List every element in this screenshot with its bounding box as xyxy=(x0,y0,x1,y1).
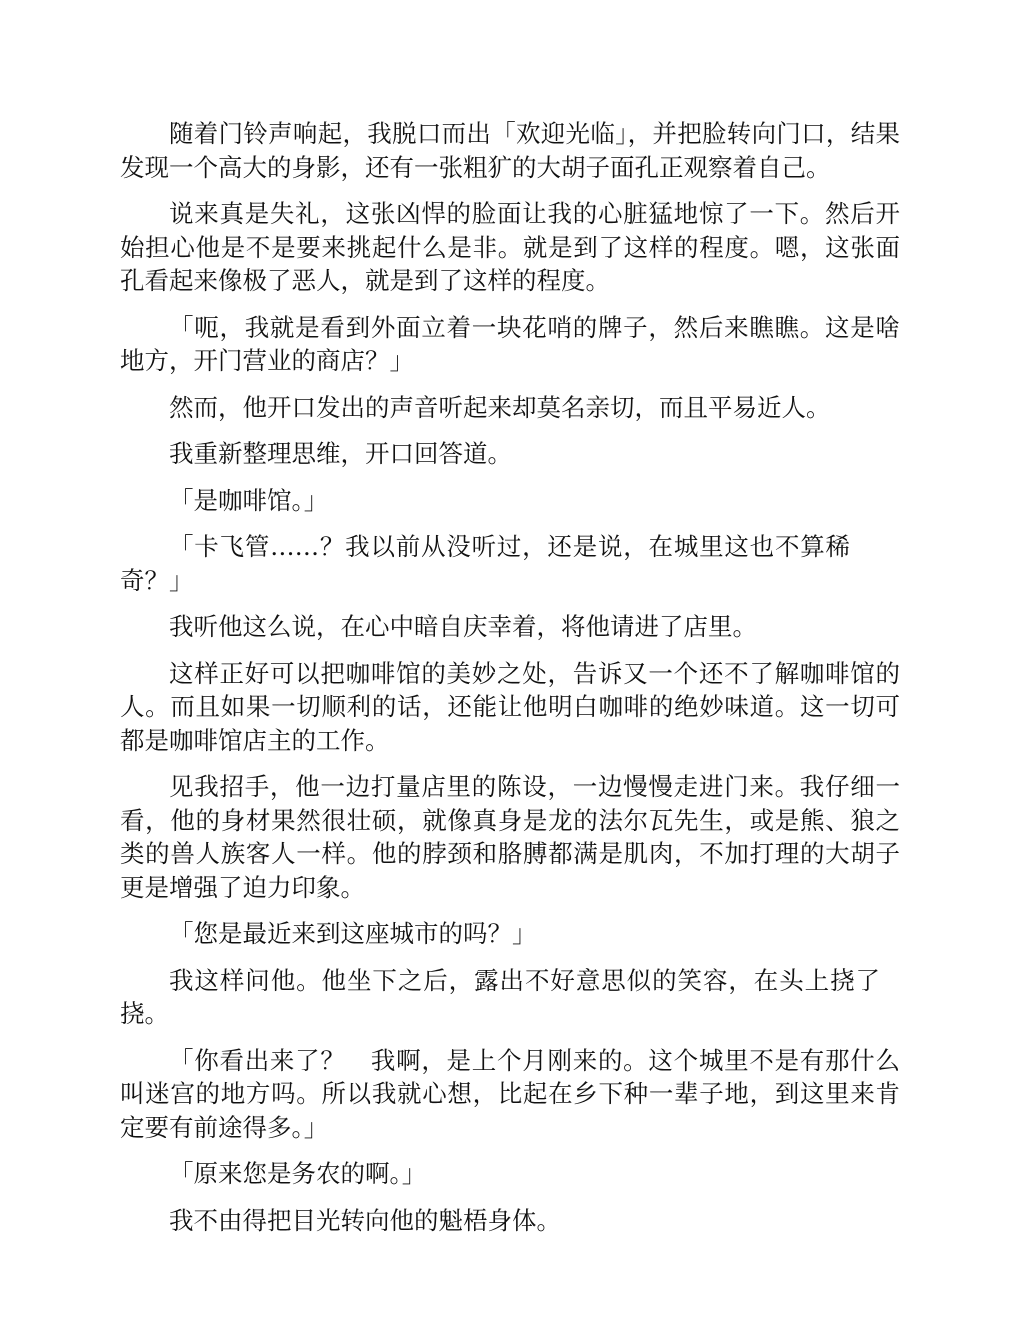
paragraph-4: 然而，他开口发出的声音听起来却莫名亲切，而且平易近人。 xyxy=(169,392,831,422)
paragraph-1: 随着门铃声响起，我脱口而出「欢迎光临」，并把脸转向门口，结果发现一个高大的身影，还有一张粗犷的大胡子面孔正观察着自己。 xyxy=(120,119,900,182)
paragraph-10: 见我招手，他一边打量店里的陈设，一边慢慢走进门来。我仔细一看，他的身材果然很壮硕，就像真身是龙的法尔瓦先生，或是熊、狼之类的兽人族客人一样。他的脖颈和胳膊都满是肌肉，不加打理的大胡子更是增强了迫力印象。 xyxy=(120,772,900,902)
paragraph-11: 「您是最近来到这座城市的吗？」 xyxy=(169,919,537,948)
paragraph-9: 这样正好可以把咖啡馆的美妙之处，告诉又一个还不了解咖啡馆的人。而且如果一切顺利的话，还能让他明白咖啡的绝妙味道。这一切可都是咖啡馆店主的工作。 xyxy=(120,658,900,755)
paragraph-14: 「原来您是务农的啊。」 xyxy=(169,1159,427,1188)
paragraph-5: 我重新整理思维，开口回答道。 xyxy=(169,439,512,468)
document-page xyxy=(120,117,900,1250)
paragraph-12: 我这样问他。他坐下之后，露出不好意思似的笑容，在头上挠了挠。 xyxy=(120,965,880,1028)
paragraph-6: 「是咖啡馆。」 xyxy=(169,485,329,515)
paragraph-7: 「卡飞管……？我以前从没听过，还是说，在城里这也不算稀奇？」 xyxy=(120,532,850,595)
paragraph-3: 「呃，我就是看到外面立着一块花哨的牌子，然后来瞧瞧。这是啥地方，开门营业的商店？」 xyxy=(120,312,900,375)
paragraph-15: 我不由得把目光转向他的魁梧身体。 xyxy=(169,1205,561,1235)
paragraph-2: 说来真是失礼，这张凶悍的脸面让我的心脏猛地惊了一下。然后开始担心他是不是要来挑起什么是非。就是到了这样的程度。嗯，这张面孔看起来像极了恶人，就是到了这样的程度。 xyxy=(120,199,900,295)
paragraph-8: 我听他这么说，在心中暗自庆幸着，将他请进了店里。 xyxy=(169,612,757,641)
paragraph-13: 「你看出来了？ 我啊，是上个月刚来的。这个城里不是有那什么叫迷宫的地方吗。所以我就心想，比起在乡下种一辈子地，到这里来肯定要有前途得多。」 xyxy=(120,1045,900,1142)
